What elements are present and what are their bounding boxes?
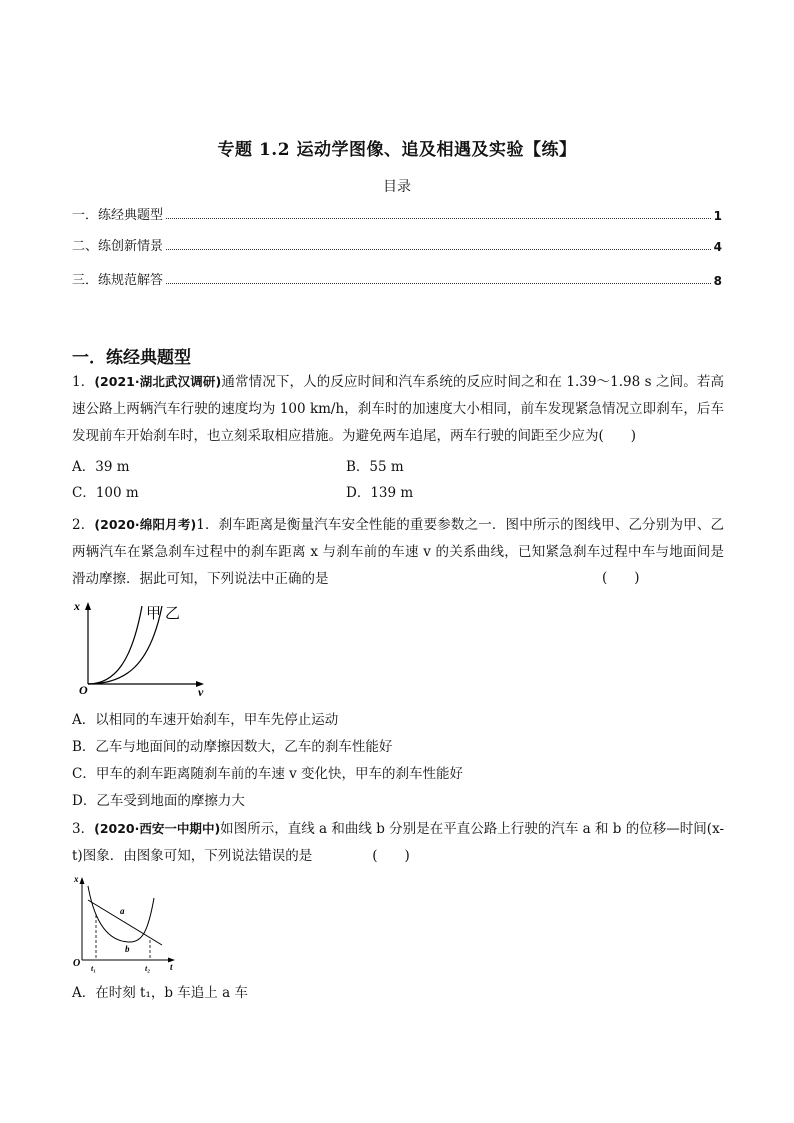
toc-item[interactable]: [72, 203, 722, 223]
question-source: (2021·湖北武汉调研): [94, 374, 222, 389]
toc-item[interactable]: [72, 234, 722, 254]
y-axis-arrow: [80, 877, 85, 884]
question-3: [72, 815, 724, 870]
toc-item[interactable]: [72, 268, 722, 288]
option-b: B．55 m: [346, 459, 404, 475]
option-a: A．在时刻 t₁，b 车追上 a 车: [72, 985, 248, 1001]
option-a: A．以相同的车速开始刹车，甲车先停止运动: [72, 712, 339, 728]
x-axis-label: t: [170, 962, 173, 972]
toc-heading: 目录: [383, 179, 411, 195]
option-c: C．甲车的刹车距离随刹车前的车速 v 变化快，甲车的刹车性能好: [72, 766, 464, 782]
question-number: 2．: [72, 517, 95, 533]
toc-leader-dots: [166, 218, 711, 219]
toc-item-page: 1: [713, 209, 722, 223]
question-number: 3．: [72, 821, 95, 837]
displacement-time-graph: [70, 870, 190, 975]
toc-item-label: 三．练规范解答: [72, 273, 164, 288]
curve-b-label: b: [125, 944, 130, 954]
toc-item-label: 一．练经典题型: [72, 208, 164, 223]
toc-item-page: 4: [713, 240, 722, 254]
page-title: 专题 1.2 运动学图像、追及相遇及实验【练】: [217, 140, 577, 160]
braking-distance-graph: [70, 596, 220, 701]
y-axis-arrow: [85, 602, 91, 610]
option-d: D．139 m: [346, 485, 414, 501]
curve-yi-label: 乙: [165, 606, 181, 622]
answer-blank: ( ): [602, 570, 640, 586]
question-source: (2020·西安一中期中): [94, 821, 221, 836]
y-axis-label: x: [74, 599, 80, 613]
origin-label: O: [73, 958, 81, 969]
toc-leader-dots: [166, 249, 711, 250]
question-1: [72, 368, 724, 450]
question-text: 通常情况下，人的反应时间和汽车系统的反应时间之和在 1.39～1.98 s 之间。若高速公路上两辆汽车行驶的速度均为 100 km/h，刹车时的加速度大小相同，前车发现紧急情况立即刹车，后车发现前车开始刹车时，也立刻采取相应措施。为避免两车追尾，两车行驶的间距至少应为( ): [72, 374, 724, 444]
x-axis-label: v: [198, 685, 204, 699]
question-number: 1．: [72, 374, 95, 390]
option-a: A．39 m: [72, 459, 130, 475]
toc-item-label: 二、练创新情景: [72, 239, 164, 254]
y-axis-label: x: [74, 874, 79, 884]
line-a: [88, 900, 162, 945]
line-a-label: a: [120, 906, 125, 916]
origin-label: O: [79, 683, 88, 697]
option-d: D．乙车受到地面的摩擦力大: [72, 793, 245, 809]
curve-jia: [88, 606, 142, 684]
question-text: 1．刹车距离是衡量汽车安全性能的重要参数之一．图中所示的图线甲、乙分别为甲、乙两辆汽车在紧急刹车过程中的刹车距离 x 与刹车前的车速 v 的关系曲线，已知紧急刹车过程中车与地面间是滑动摩擦．据此可知，下列说法中正确的是: [72, 517, 724, 587]
option-b: B．乙车与地面间的动摩擦因数大，乙车的刹车性能好: [72, 739, 393, 755]
t2-label: t₂: [145, 964, 151, 973]
option-c: C．100 m: [72, 485, 139, 501]
t1-label: t₁: [91, 964, 97, 973]
answer-blank: ( ): [372, 848, 410, 864]
toc-item-page: 8: [713, 274, 722, 288]
question-text: 如图所示，直线 a 和曲线 b 分别是在平直公路上行驶的汽车 a 和 b 的位移—时间(x-t)图象．由图象可知，下列说法错误的是: [72, 821, 725, 864]
curve-jia-label: 甲: [146, 606, 162, 622]
question-source: (2020·绵阳月考): [94, 517, 197, 532]
section-heading: 一．练经典题型: [72, 348, 191, 368]
toc-leader-dots: [166, 283, 711, 284]
